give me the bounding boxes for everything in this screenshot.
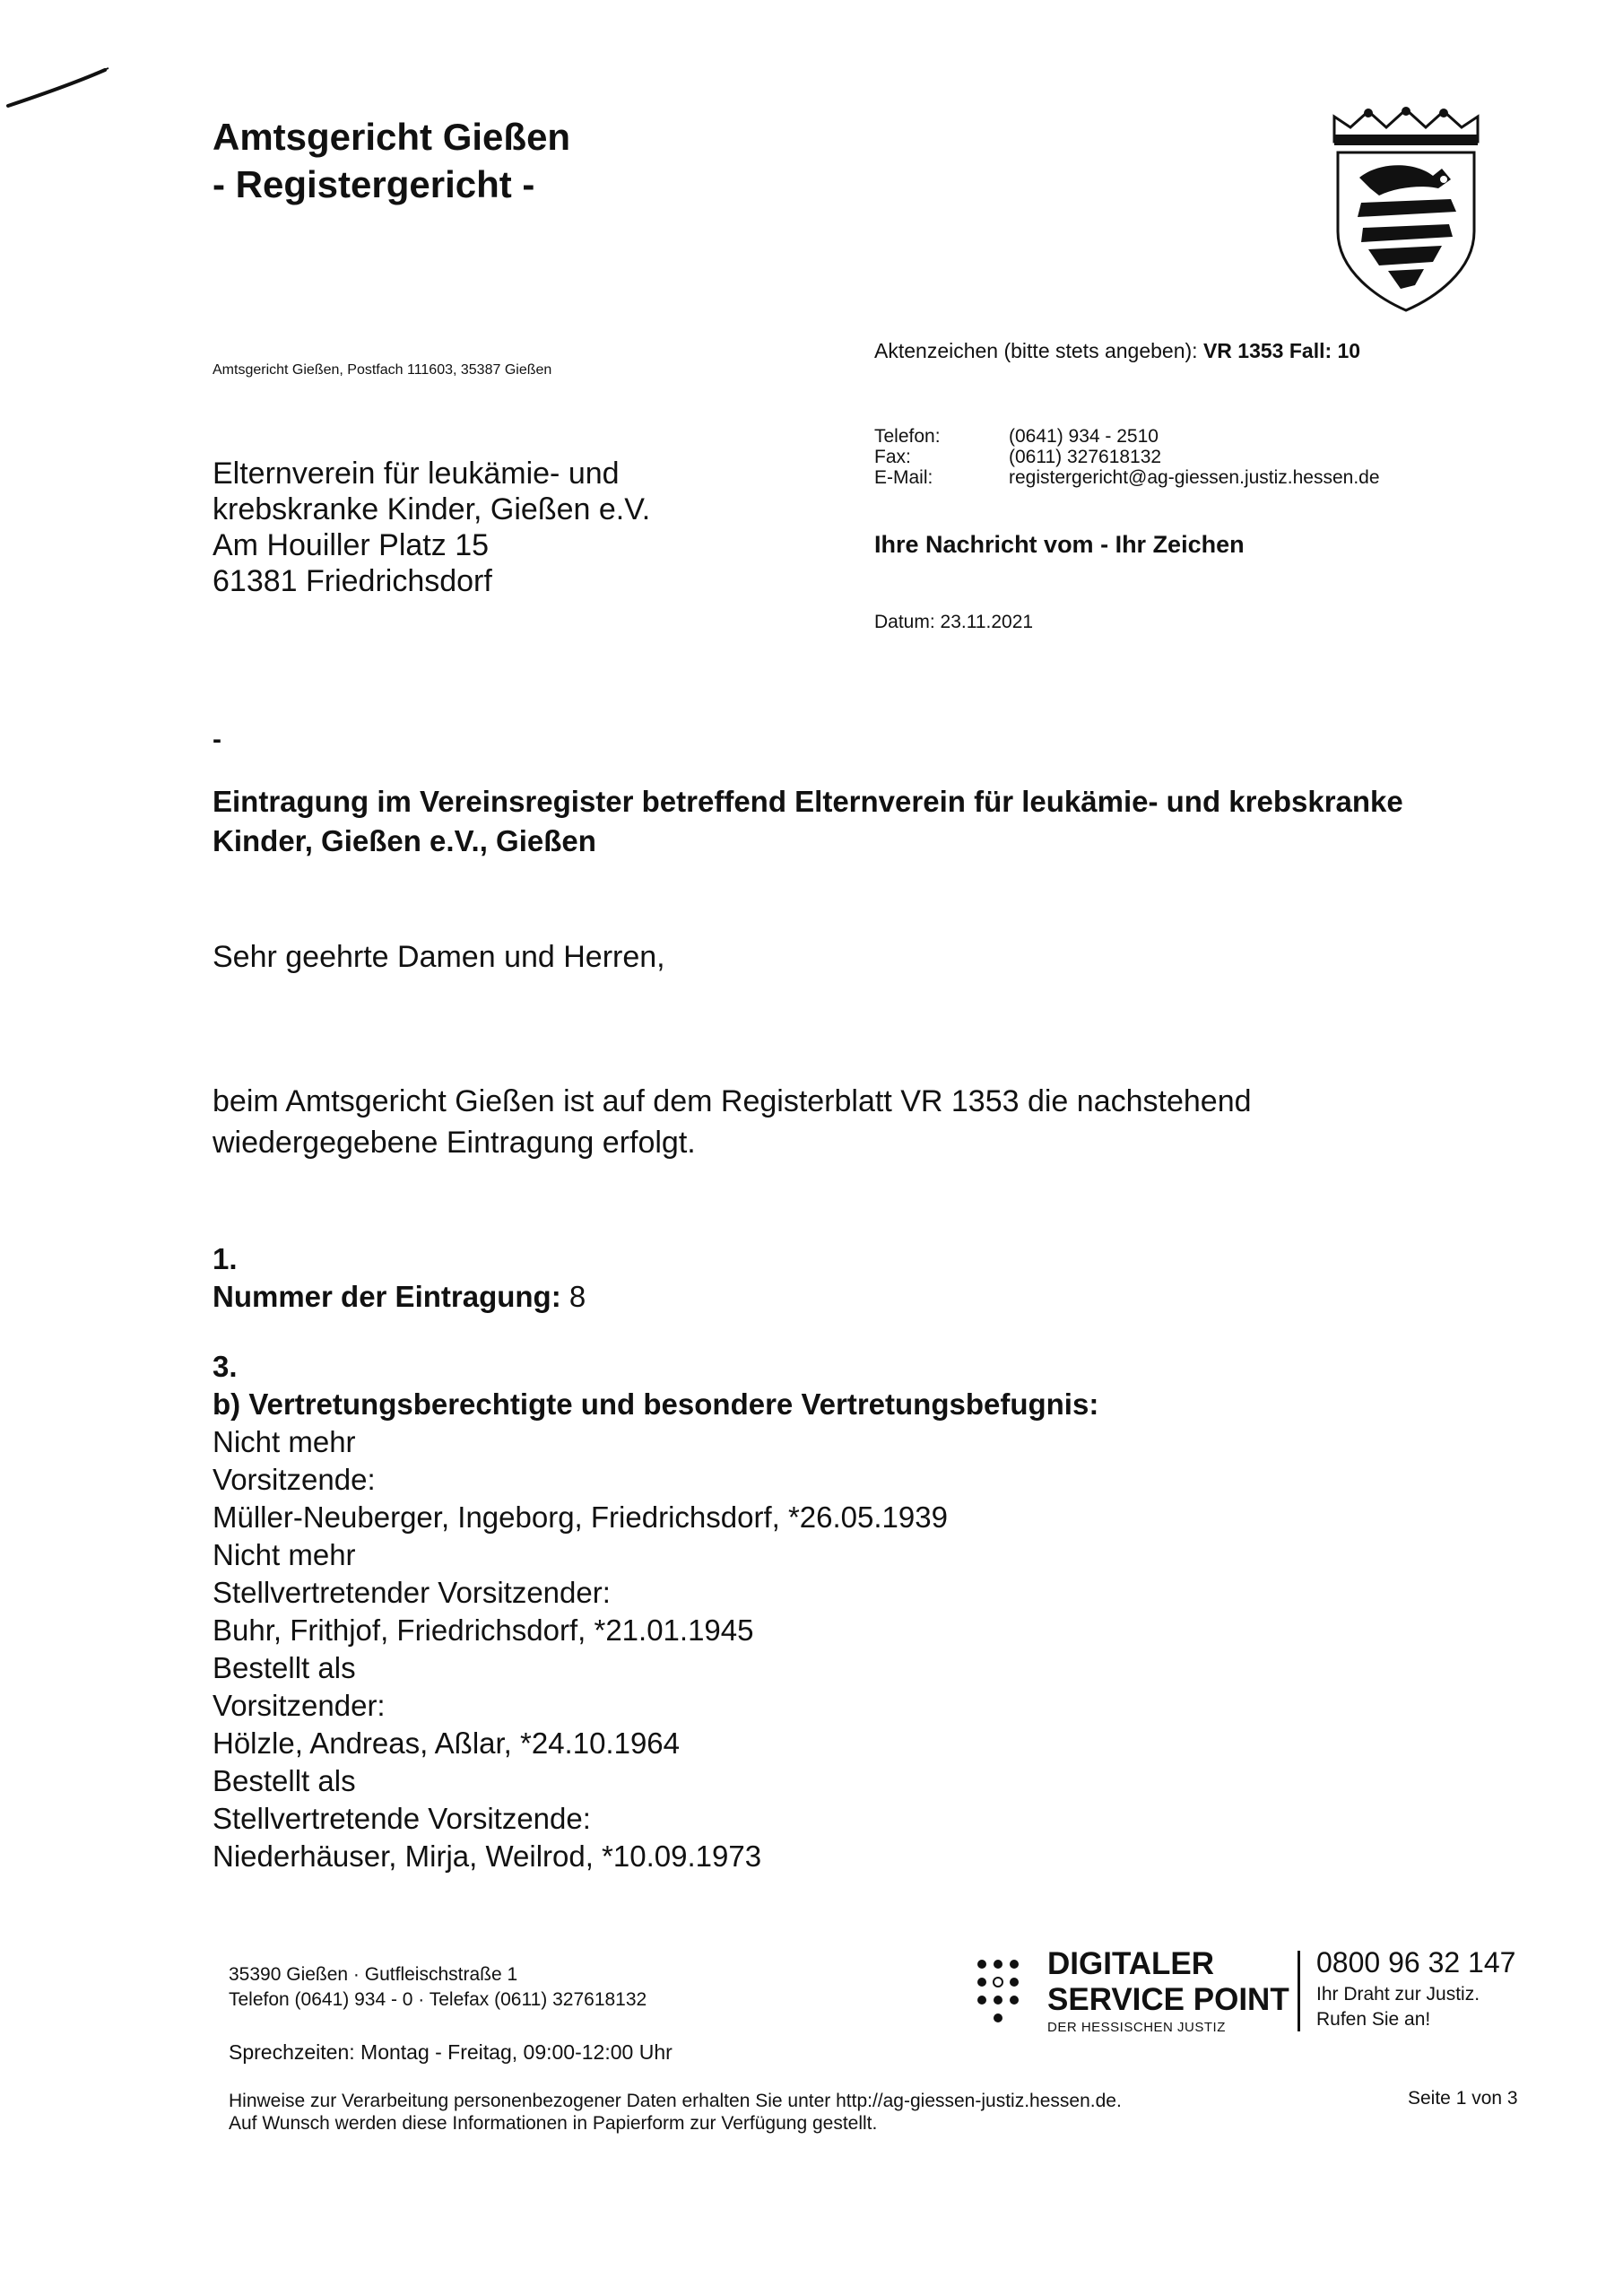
entry-number-value: 8 (568, 1280, 586, 1313)
court-subtitle: - Registergericht - (213, 163, 535, 205)
privacy-note-line-2: Auf Wunsch werden diese Informationen in Papierform zur Verfügung gestellt. (229, 2113, 878, 2134)
recipient-line: Elternverein für leukämie- und (213, 457, 620, 491)
entry-line: Stellvertretender Vorsitzender: (213, 1576, 611, 1609)
pen-mark-icon (4, 63, 112, 117)
privacy-note (229, 2090, 1122, 2135)
fax-label: Fax: (874, 447, 911, 467)
entry-line: Bestellt als (213, 1651, 356, 1684)
entry-line: Stellvertretende Vorsitzende: (213, 1802, 591, 1835)
entry-line: Buhr, Frithjof, Friedrichsdorf, *21.01.1945 (213, 1613, 754, 1647)
service-point-title-2: SERVICE POINT (1047, 1982, 1289, 2017)
reference-line (874, 339, 1360, 363)
entry-line: Nicht mehr (213, 1425, 356, 1458)
section-number: 3. (213, 1350, 238, 1383)
entry-line: Bestellt als (213, 1764, 356, 1797)
page-number: Seite 1 von 3 (1408, 2088, 1518, 2109)
entry-line: Hölzle, Andreas, Aßlar, *24.10.1964 (213, 1726, 681, 1760)
letter-date: Datum: 23.11.2021 (874, 612, 1034, 632)
body-paragraph (213, 1081, 1252, 1163)
service-tagline (1316, 1982, 1480, 2032)
service-phone: 0800 96 32 147 (1316, 1946, 1516, 1979)
subject-line-2: Kinder, Gießen e.V., Gießen (213, 824, 596, 857)
subject-line-1: Eintragung im Vereinsregister betreffend Elternverein für leukämie- und krebskranke (213, 785, 1403, 818)
entry-line: Vorsitzende: (213, 1463, 376, 1496)
office-hours: Sprechzeiten: Montag - Freitag, 09:00-12:00 Uhr (229, 2040, 673, 2064)
reference-value: VR 1353 Fall: 10 (1202, 339, 1361, 362)
entry-number-row (213, 1278, 1098, 1316)
register-entries (213, 1240, 1098, 1875)
dash-mark: - (213, 725, 221, 754)
footer-divider (1298, 1951, 1300, 2031)
recipient-address (213, 456, 650, 599)
entry-line: Vorsitzender: (213, 1689, 386, 1722)
contact-block (874, 426, 1380, 488)
entry-line: Nicht mehr (213, 1538, 356, 1571)
body-line-1: beim Amtsgericht Gießen ist auf dem Registerblatt VR 1353 die nachstehend (213, 1084, 1252, 1118)
reference-label: Aktenzeichen (bitte stets angeben): (874, 339, 1198, 362)
service-point-title-1: DIGITALER (1047, 1946, 1215, 1981)
entry-number-heading: 1. (213, 1242, 238, 1275)
entry-line: Müller-Neuberger, Ingeborg, Friedrichsdorf, *26.05.1939 (213, 1500, 948, 1534)
recipient-line: Am Houiller Platz 15 (213, 528, 490, 562)
phone-value: (0641) 934 - 2510 (1009, 426, 1159, 447)
service-tagline-1: Ihr Draht zur Justiz. (1316, 1984, 1480, 2005)
privacy-note-line-1: Hinweise zur Verarbeitung personenbezogener Daten erhalten Sie unter http://ag-giessen-justiz.hessen.de. (229, 2091, 1122, 2111)
service-tagline-2: Rufen Sie an! (1316, 2009, 1431, 2030)
footer-address-line: 35390 Gießen · Gutfleischstraße 1 (229, 1964, 518, 1985)
recipient-line: 61381 Friedrichsdorf (213, 564, 492, 598)
email-label: E-Mail: (874, 467, 933, 488)
sender-line: Amtsgericht Gießen, Postfach 111603, 35387 Gießen (213, 362, 552, 378)
footer-address (229, 1962, 647, 2013)
service-point-title (1047, 1946, 1289, 2018)
hesse-coat-of-arms-icon (1325, 106, 1487, 314)
your-message-heading: Ihre Nachricht vom - Ihr Zeichen (874, 531, 1245, 558)
fax-value: (0611) 327618132 (1009, 447, 1162, 467)
email-value: registergericht@ag-giessen.justiz.hessen.de (1009, 467, 1380, 488)
service-point-subtitle: DER HESSISCHEN JUSTIZ (1047, 2020, 1226, 2035)
recipient-line: krebskranke Kinder, Gießen e.V. (213, 492, 651, 526)
subject-line (213, 782, 1403, 861)
entry-line: Niederhäuser, Mirja, Weilrod, *10.09.1973 (213, 1839, 762, 1873)
service-point-logo-icon (973, 1955, 1027, 2027)
footer-contact-line: Telefon (0641) 934 - 0 · Telefax (0611) 327618132 (229, 1989, 647, 2010)
salutation: Sehr geehrte Damen und Herren, (213, 940, 665, 974)
section-b-heading: b) Vertretungsberechtigte und besondere Vertretungsbefugnis: (213, 1387, 1099, 1421)
phone-label: Telefon: (874, 426, 941, 447)
entry-number-label: Nummer der Eintragung: (213, 1280, 561, 1313)
court-name: Amtsgericht Gießen (213, 116, 571, 158)
body-line-2: wiedergegebene Eintragung erfolgt. (213, 1126, 696, 1160)
